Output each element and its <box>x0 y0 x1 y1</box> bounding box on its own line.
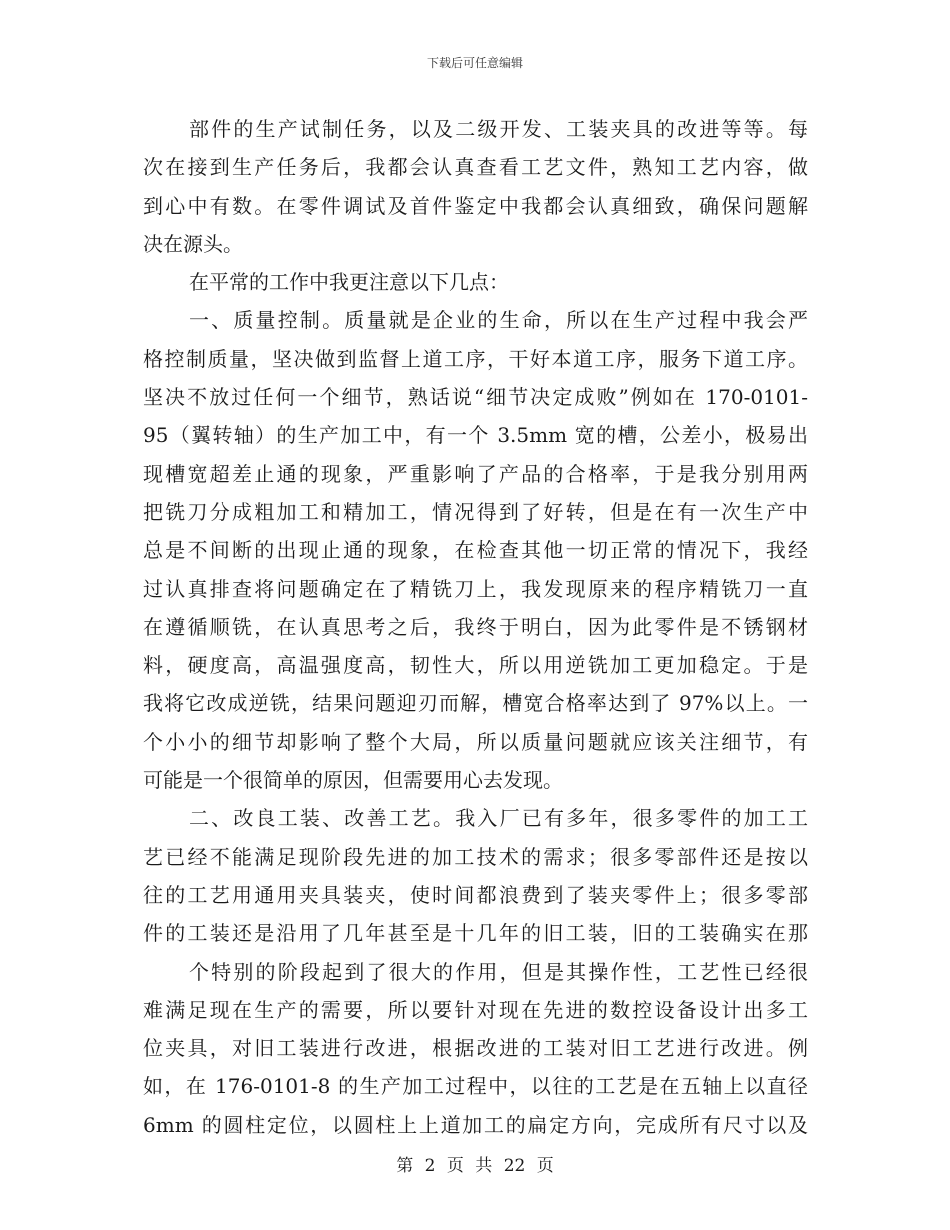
text-line: 位夹具，对旧工装进行改进，根据改进的工装对旧工艺进行改进。例 <box>143 1036 808 1061</box>
text-line: 总是不间断的出现止通的现象，在检查其他一切正常的情况下，我经 <box>143 538 808 563</box>
text-line: 料，硬度高，高温强度高，韧性大，所以用逆铣加工更加稳定。于是 <box>143 653 808 678</box>
text-line: 坚决不放过任何一个细节，熟话说“细节决定成败”例如在 170-0101- <box>143 385 808 410</box>
text-line: 一、质量控制。质量就是企业的生命，所以在生产过程中我会严 <box>189 308 808 333</box>
text-line: 如，在 176-0101-8 的生产加工过程中，以往的工艺是在五轴上以直径 <box>143 1074 808 1099</box>
text-line: 现槽宽超差止通的现象，严重影响了产品的合格率，于是我分别用两 <box>143 461 808 486</box>
text-line: 部件的生产试制任务，以及二级开发、工装夹具的改进等等。每 <box>189 117 808 141</box>
text-line: 次在接到生产任务后，我都会认真查看工艺文件，熟知工艺内容，做 <box>143 155 808 180</box>
text-line: 95（翼转轴）的生产加工中，有一个 3.5mm 宽的槽，公差小，极易出 <box>143 423 808 448</box>
text-line: 难满足现在生产的需要，所以要针对现在先进的数控设备设计出多工 <box>143 997 808 1022</box>
text-line: 可能是一个很简单的原因，但需要用心去发现。 <box>143 768 563 793</box>
text-line: 件的工装还是沿用了几年甚至是十几年的旧工装，旧的工装确实在那 <box>143 921 808 946</box>
text-line: 到心中有数。在零件调试及首件鉴定中我都会认真细致，确保问题解 <box>143 193 808 218</box>
text-line: 个特别的阶段起到了很大的作用，但是其操作性，工艺性已经很 <box>189 959 808 984</box>
text-line: 在平常的工作中我更注意以下几点： <box>189 270 509 295</box>
text-line: 在遵循顺铣，在认真思考之后，我终于明白，因为此零件是不锈钢材 <box>143 614 808 639</box>
text-line: 二、改良工装、改善工艺。我入厂已有多年，很多零件的加工工 <box>189 806 808 831</box>
page-number: 第 2 页 共 22 页 <box>396 1156 554 1176</box>
text-line: 过认真排查将问题确定在了精铣刀上，我发现原来的程序精铣刀一直 <box>143 576 808 601</box>
text-line: 我将它改成逆铣，结果问题迎刃而解，槽宽合格率达到了 97%以上。一 <box>143 691 808 716</box>
document-body <box>143 110 808 1144</box>
text-line: 往的工艺用通用夹具装夹，使时间都浪费到了装夹零件上；很多零部 <box>143 882 808 907</box>
text-line: 格控制质量，坚决做到监督上道工序，干好本道工序，服务下道工序。 <box>143 346 808 371</box>
text-line: 决在源头。 <box>143 231 243 256</box>
text-line: 6mm 的圆柱定位，以圆柱上上道加工的扁定方向，完成所有尺寸以及 <box>143 1112 808 1137</box>
text-line: 个小小的细节却影响了整个大局，所以质量问题就应该关注细节，有 <box>143 729 808 754</box>
page-header-note: 下载后可任意编辑 <box>426 56 523 70</box>
text-line: 艺已经不能满足现阶段先进的加工技术的需求；很多零部件还是按以 <box>143 844 808 869</box>
text-line: 把铣刀分成粗加工和精加工，情况得到了好转，但是在有一次生产中 <box>143 499 808 524</box>
